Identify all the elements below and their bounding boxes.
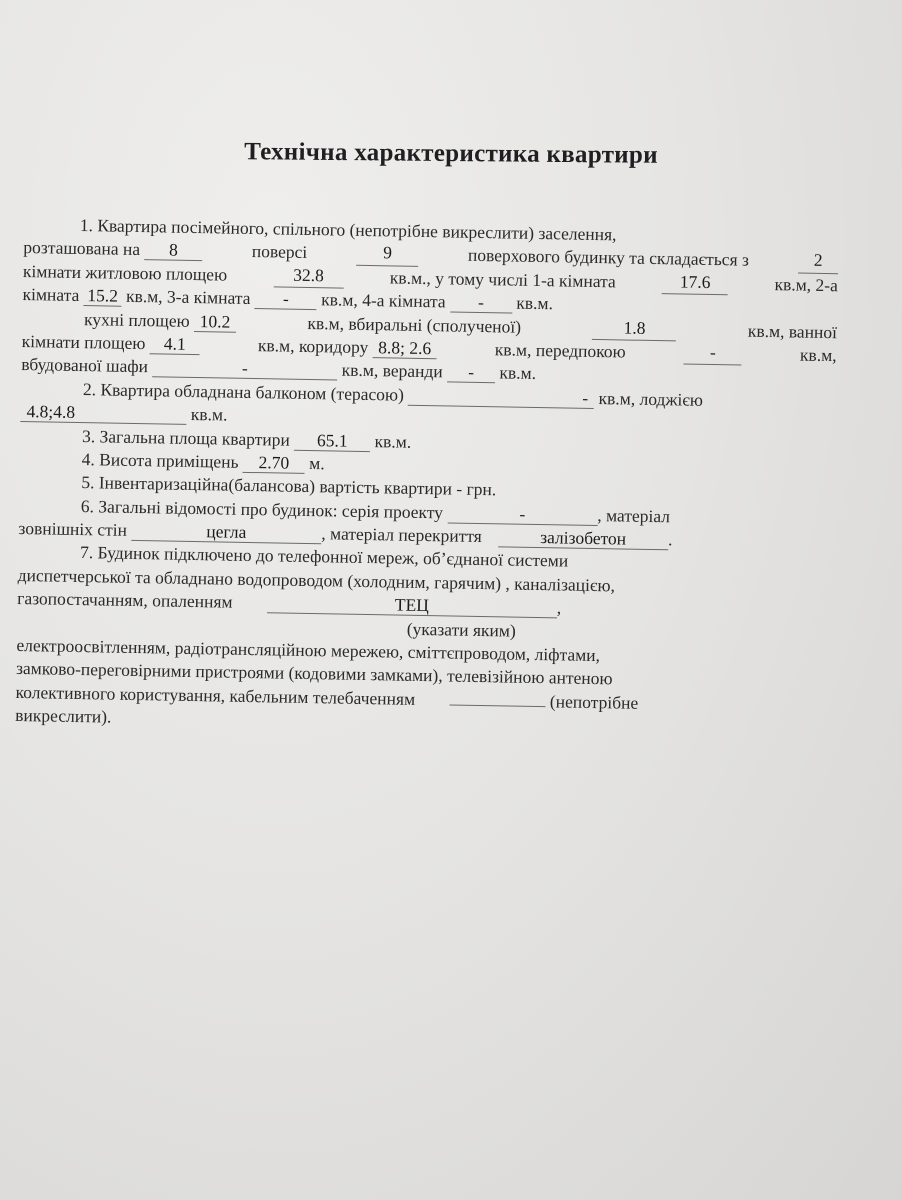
text: (непотрібне xyxy=(549,691,639,713)
text: диспетчерської та обладнано водопроводом (холодним, гарячим) , каналізацією, xyxy=(17,564,616,596)
loggia-value: 4.8;4.8 xyxy=(20,401,186,425)
text: колективного користування, кабельним телебаченням xyxy=(15,681,416,709)
kitchen-value: 10.2 xyxy=(194,311,236,333)
floors-value: залізобетон xyxy=(498,526,668,550)
text: кв.м, 2-а xyxy=(774,273,839,295)
text: газопостачанням, опаленням xyxy=(17,588,233,612)
corridor-value: 8.8; 2.6 xyxy=(373,337,437,359)
heating-value: ТЕЦ xyxy=(267,593,557,619)
text: , xyxy=(556,597,562,618)
text: , матеріал перекриття xyxy=(321,523,482,547)
text: 4. Висота приміщень xyxy=(81,448,239,472)
text: кв.м., у тому числі 1-а кімната xyxy=(389,267,616,292)
total-area-value: 65.1 xyxy=(294,429,370,451)
text: поверсі xyxy=(251,241,308,263)
storeys-value: 9 xyxy=(356,242,418,266)
text: поверхового будинку та складається з xyxy=(467,245,750,271)
text: вбудованої шафи xyxy=(21,354,149,377)
text: кв.м, xyxy=(799,344,837,366)
text: кв.м, веранди xyxy=(341,359,443,382)
room4-value: - xyxy=(450,292,512,314)
page-title: Технічна характеристика квартири xyxy=(244,138,658,169)
text: кв.м, коридору xyxy=(257,335,369,357)
height-value: 2.70 xyxy=(243,452,305,474)
text: 5. Інвентаризаційна(балансова) вартість квартири - грн. xyxy=(81,472,497,500)
text: розташована на xyxy=(23,237,141,260)
room3-value: - xyxy=(255,288,317,310)
text: кв.м, 4-а кімната xyxy=(321,289,446,312)
text: кв.м, лоджією xyxy=(598,387,704,410)
text: кв.м, ванної xyxy=(747,320,838,342)
text: 3. Загальна площа квартири xyxy=(81,425,291,450)
text: кв.м, передпокою xyxy=(494,339,626,362)
closet-value: - xyxy=(152,357,337,381)
text: електроосвітленням, радіотрансляційною мережею, сміттєпроводом, ліфтами, xyxy=(16,634,601,666)
text: 2. Квартира обладнана балконом (терасою) xyxy=(82,378,405,405)
text: кв.м. xyxy=(374,430,412,452)
text: кв.м, 3-а кімната xyxy=(125,285,251,309)
wc-value: 1.8 xyxy=(592,317,676,342)
text: 7. Будинок підключено до телефонної мереж, об’єднаної системи xyxy=(79,542,569,572)
room1-value: 17.6 xyxy=(662,271,728,296)
text: кв.м, вбиральні (сполученої) xyxy=(307,312,522,337)
bath-value: 4.1 xyxy=(150,333,200,355)
text: 1. Квартира посімейного, спільного (непотрібне викреслити) заселення, xyxy=(79,214,617,245)
floor-value: 8 xyxy=(144,240,202,262)
text: . xyxy=(667,529,673,550)
series-value: - xyxy=(447,502,597,526)
text: кімнати площею xyxy=(21,330,146,354)
text: кв.м. xyxy=(516,292,554,314)
room2-value: 15.2 xyxy=(84,285,122,307)
text: кімнати житловою площею xyxy=(22,260,228,285)
text: 6. Загальні відомості про будинок: серія проекту xyxy=(80,495,444,523)
text: кв.м. xyxy=(190,404,228,425)
text: (указати яким) xyxy=(406,618,516,641)
document-body xyxy=(15,213,839,742)
text: кімната xyxy=(22,284,80,306)
walls-value: цегла xyxy=(131,520,321,544)
hall-value: - xyxy=(684,341,742,365)
living-area-value: 32.8 xyxy=(273,264,343,289)
text: кв.м. xyxy=(499,362,537,384)
text: кухні площею xyxy=(83,308,190,331)
text: м. xyxy=(309,452,325,474)
text: зовнішніх стін xyxy=(18,518,128,540)
text: , матеріал xyxy=(597,504,671,527)
text: замково-переговірними пристроями (кодовими замками), телевізійною антеною xyxy=(15,658,613,689)
blank-field xyxy=(449,704,545,707)
balcony-value: - xyxy=(408,384,594,408)
veranda-value: - xyxy=(447,362,495,384)
text: викреслити). xyxy=(15,705,112,727)
rooms-value: 2 xyxy=(798,250,838,274)
